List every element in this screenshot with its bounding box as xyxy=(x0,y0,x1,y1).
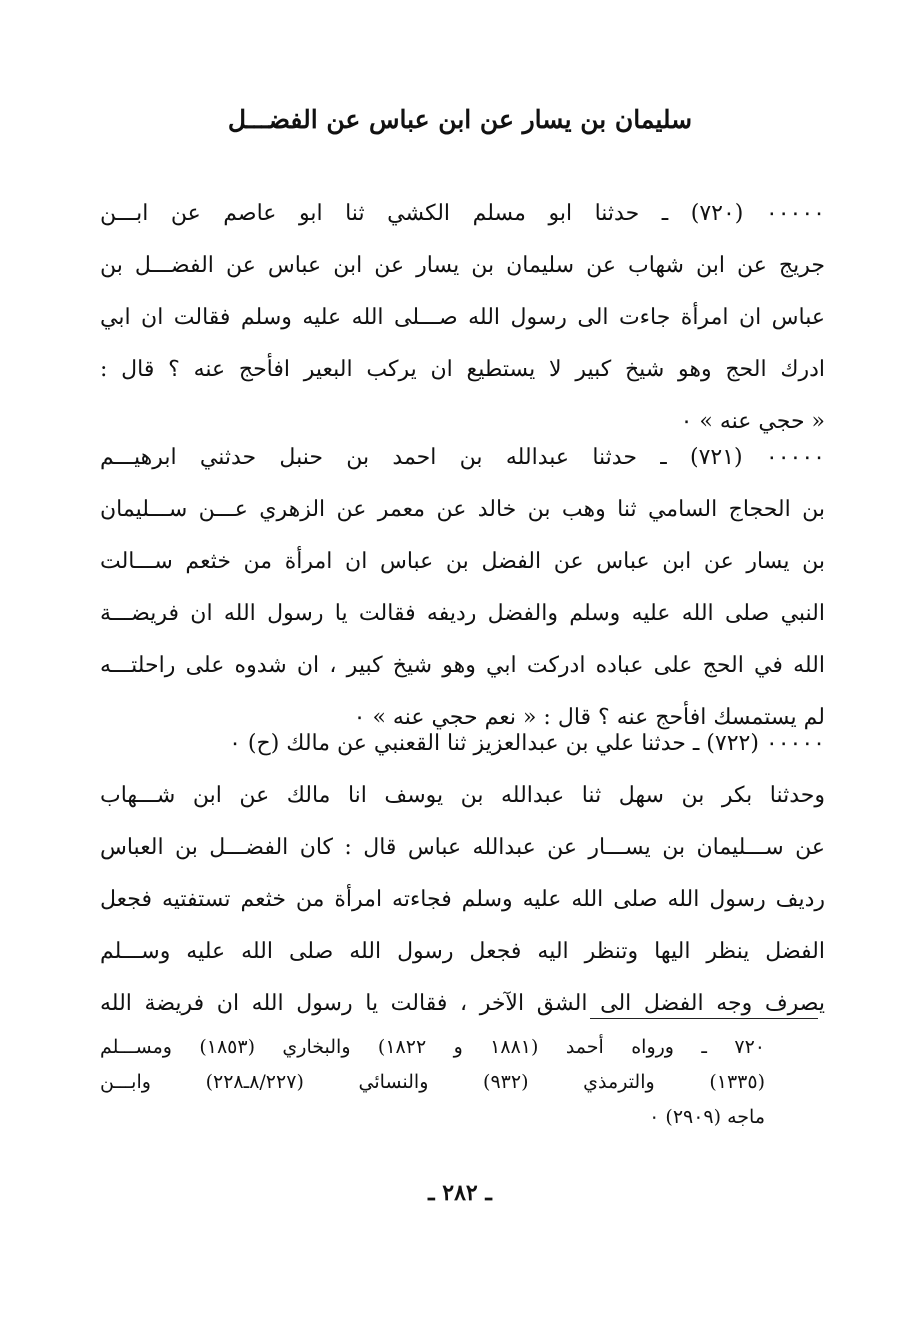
hadith-721-line: الله في الحج على عباده ادركت ابي وهو شيخ كبير ، ان شدوه على راحلتـــه xyxy=(100,653,825,678)
hadith-722-line: وحدثنا بكر بن سهل ثنا عبدالله بن يوسف انا مالك عن ابن شـــهاب xyxy=(100,783,825,808)
footnote-line: ٧٢٠ ـ ورواه أحمد (١٨٨١ و ١٨٢٢) والبخاري (١٨٥٣) ومســـلم xyxy=(100,1036,765,1058)
hadith-720-line: « حجي عنه » ٠ xyxy=(680,409,825,434)
hadith-722-line: ٠٠٠٠٠ (٧٢٢) ـ حدثنا علي بن عبدالعزيز ثنا القعنبي عن مالك (ح) ٠ xyxy=(229,731,825,756)
hadith-720-line: ادرك الحج وهو شيخ كبير لا يستطيع ان يركب البعير افأحج عنه ؟ قال : xyxy=(100,357,825,382)
hadith-721-line: بن يسار عن ابن عباس عن الفضل بن عباس ان امرأة من خثعم ســـالت xyxy=(100,549,825,574)
footnote-separator xyxy=(590,1018,818,1019)
hadith-721-line: ٠٠٠٠٠ (٧٢١) ـ حدثنا عبدالله بن احمد بن حنبل حدثني ابرهيـــم xyxy=(100,445,825,470)
hadith-721-line: لم يستمسك افأحج عنه ؟ قال : « نعم حجي عنه » ٠ xyxy=(353,705,825,730)
chapter-title: سليمان بن يسار عن ابن عباس عن الفضـــل xyxy=(227,105,693,134)
footnote-line: ماجه (٢٩٠٩) ٠ xyxy=(649,1106,765,1128)
hadith-722-line: رديف رسول الله صلى الله عليه وسلم فجاءته امرأة من خثعم تستفتيه فجعل xyxy=(100,887,825,912)
footnote-line: (١٣٣٥) والترمذي (٩٣٢) والنسائي (٨/٢٢٧ـ٢٢٨) وابـــن xyxy=(100,1071,765,1093)
hadith-720-line: جريج عن ابن شهاب عن سليمان بن يسار عن ابن عباس عن الفضـــل بن xyxy=(100,253,825,278)
hadith-721-line: النبي صلى الله عليه وسلم والفضل رديفه فقالت يا رسول الله ان فريضـــة xyxy=(100,601,825,626)
hadith-722-line: يصرف وجه الفضل الى الشق الآخر ، فقالت يا رسول الله ان فريضة الله xyxy=(100,991,825,1016)
hadith-721-line: بن الحجاج السامي ثنا وهب بن خالد عن معمر عن الزهري عـــن ســـليمان xyxy=(100,497,825,522)
hadith-720 xyxy=(100,188,825,448)
hadith-720-line: عباس ان امرأة جاءت الى رسول الله صـــلى الله عليه وسلم فقالت ان ابي xyxy=(100,305,825,330)
hadith-720-line: ٠٠٠٠٠ (٧٢٠) ـ حدثنا ابو مسلم الكشي ثنا ابو عاصم عن ابـــن xyxy=(100,201,825,226)
hadith-722 xyxy=(100,718,825,1030)
hadith-722-line: الفضل ينظر اليها وتنظر اليه فجعل رسول الله صلى الله عليه وســـلم xyxy=(100,939,825,964)
hadith-721 xyxy=(100,432,825,744)
hadith-722-line: عن ســـليمان بن يســـار عن عبدالله عباس قال : كان الفضـــل بن العباس xyxy=(100,835,825,860)
page-number: ـ ٢٨٢ ـ xyxy=(428,1180,492,1206)
footnotes xyxy=(100,1030,765,1135)
